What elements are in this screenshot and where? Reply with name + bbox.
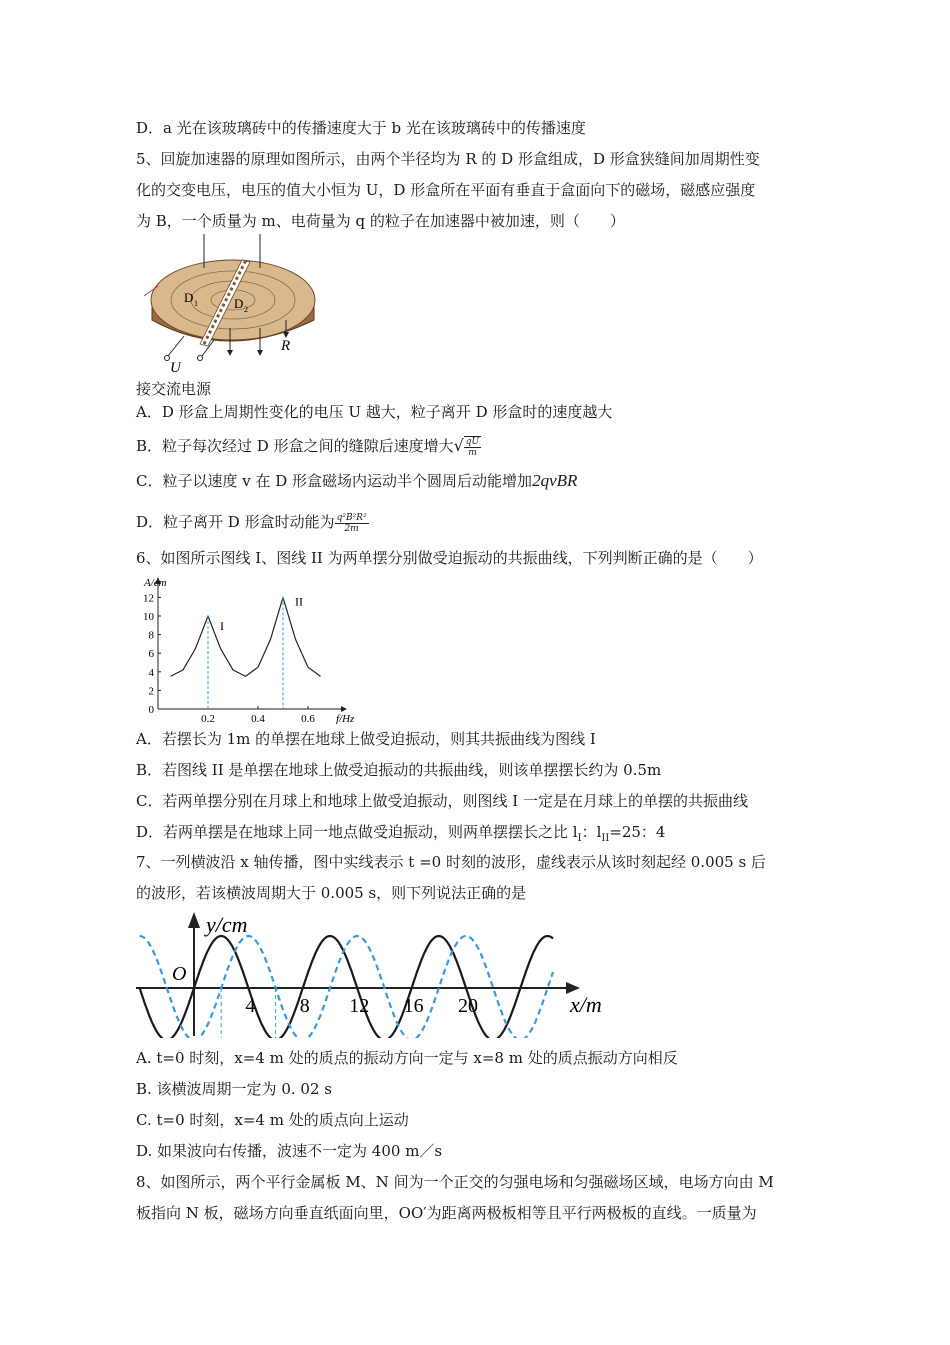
x-axis-label: x/m [570, 992, 602, 1017]
x-tick-label: 16 [403, 995, 424, 1017]
x-tick-label: 0.4 [251, 713, 265, 724]
q6-stem: 6、如图所示图线 I、图线 II 为两单摆分别做受迫振动的共振曲线，下列判断正确的是（ ） [136, 549, 763, 567]
q5-option-d [136, 512, 369, 534]
y-tick-label: 6 [148, 648, 154, 661]
y-tick-label: 10 [143, 611, 154, 623]
q5-figure-caption: 接交流电源 [136, 380, 212, 398]
q6-option-d-tail: =25：4 [609, 823, 666, 841]
fraction-numerator: qU [465, 437, 480, 447]
x-tick-label: 0.2 [201, 713, 215, 724]
q5-option-c-math: 2qvBR [532, 471, 578, 490]
y-tick-label: 2 [148, 685, 154, 698]
q5-stem-line2: 化的交变电压，电压的值大小恒为 U，D 形盒所在平面有垂直于盒面向下的磁场，磁感应强度 [136, 181, 756, 199]
series-I-label: I [220, 619, 224, 633]
q4-option-d: D．a 光在该玻璃砖中的传播速度大于 b 光在该玻璃砖中的传播速度 [136, 119, 586, 137]
y-axis-label: y/cm [206, 912, 248, 937]
d1-label: D [184, 290, 194, 305]
q5-option-c [136, 471, 577, 491]
q7-option-d: D. 如果波向右传播，波速不一定为 400 m／s [136, 1142, 443, 1160]
fraction-denominator: 2m [344, 523, 359, 534]
q5-stem-line1: 5、回旋加速器的原理如图所示，由两个半径均为 R 的 D 形盒组成，D 形盒狭缝间加周期性变 [136, 150, 760, 168]
series-II-label: II [295, 594, 303, 609]
q7-option-c: C. t=0 时刻，x=4 m 处的质点向上运动 [136, 1111, 409, 1129]
y-tick-label: 12 [143, 592, 154, 605]
x-tick-label: 12 [349, 995, 370, 1017]
q7-stem-line2: 的波形，若该横波周期大于 0.005 s，则下列说法正确的是 [136, 884, 527, 902]
wave-chart [136, 908, 616, 1038]
q5-option-c-text: C．粒子以速度 v 在 D 形盒磁场内运动半个圆周后动能增加 [136, 472, 533, 490]
q7-option-a: A. t=0 时刻，x=4 m 处的质点的振动方向一定与 x=8 m 处的质点振动方向相反 [136, 1049, 678, 1067]
d2-label: D [234, 296, 244, 311]
radius-label: R [281, 338, 291, 354]
q6-option-c: C．若两单摆分别在月球上和地球上做受迫振动，则图线 I 一定是在月球上的单摆的共振曲线 [136, 792, 748, 810]
x-tick-label: 8 [299, 995, 310, 1017]
subscript-1: I [577, 833, 582, 844]
fraction-denominator: m [468, 448, 477, 458]
q8-stem-line2: 板指向 N 板，磁场方向垂直纸面向里，OO′为距离两极板相等且平行两极板的直线。一质量为 [136, 1204, 757, 1222]
q6-option-d-mid: ：l [581, 823, 602, 841]
q5-option-b-fraction [464, 436, 481, 458]
origin-label: O [172, 963, 187, 985]
q5-stem-line3: 为 B，一个质量为 m、电荷量为 q 的粒子在加速器中被加速，则（ ） [136, 212, 625, 230]
voltage-label: U [170, 360, 181, 376]
y-tick-label: 4 [148, 666, 154, 679]
q5-option-d-text: D．粒子离开 D 形盒时动能为 [136, 513, 335, 531]
q5-option-b [136, 436, 481, 458]
q6-option-a: A．若摆长为 1m 的单摆在地球上做受迫振动，则其共振曲线为图线 I [136, 730, 596, 748]
x-tick-label: 4 [245, 995, 256, 1017]
q7-option-b: B. 该横波周期一定为 0. 02 s [136, 1080, 332, 1098]
y-axis-label: A/cm [144, 577, 167, 589]
fraction-numerator: q²B²R² [336, 512, 367, 523]
q6-option-d-text: D．若两单摆是在地球上同一地点做受迫振动，则两单摆摆长之比 l [136, 823, 578, 841]
q5-option-a: A．D 形盒上周期性变化的电压 U 越大，粒子离开 D 形盒时的速度越大 [136, 403, 613, 421]
y-tick-label: 0 [148, 704, 154, 716]
q5-option-d-fraction [335, 513, 369, 534]
subscript-2: II [601, 833, 610, 844]
x-axis-label: f/Hz [336, 713, 355, 724]
q5-option-b-text: B．粒子每次经过 D 形盒之间的缝隙后速度增大 [136, 437, 454, 455]
d2-subscript: 2 [244, 305, 248, 314]
y-tick-label: 8 [148, 629, 154, 642]
x-tick-label: 0.6 [301, 713, 315, 724]
d1-subscript: 1 [194, 299, 198, 308]
q6-option-d [136, 822, 665, 849]
cyclotron-figure [138, 232, 338, 377]
q6-option-b: B．若图线 II 是单摆在地球上做受迫振动的共振曲线，则该单摆摆长约为 0.5m [136, 761, 662, 779]
q7-stem-line1: 7、一列横波沿 x 轴传播，图中实线表示 t =0 时刻的波形，虚线表示从该时刻起经 0.005 s 后 [136, 853, 766, 871]
q8-stem-line1: 8、如图所示，两个平行金属板 M、N 间为一个正交的匀强电场和匀强磁场区域，电场方向由 M [136, 1173, 774, 1191]
resonance-chart [136, 572, 368, 724]
sqrt-symbol: √ [453, 436, 464, 455]
x-tick-label: 20 [458, 995, 478, 1017]
